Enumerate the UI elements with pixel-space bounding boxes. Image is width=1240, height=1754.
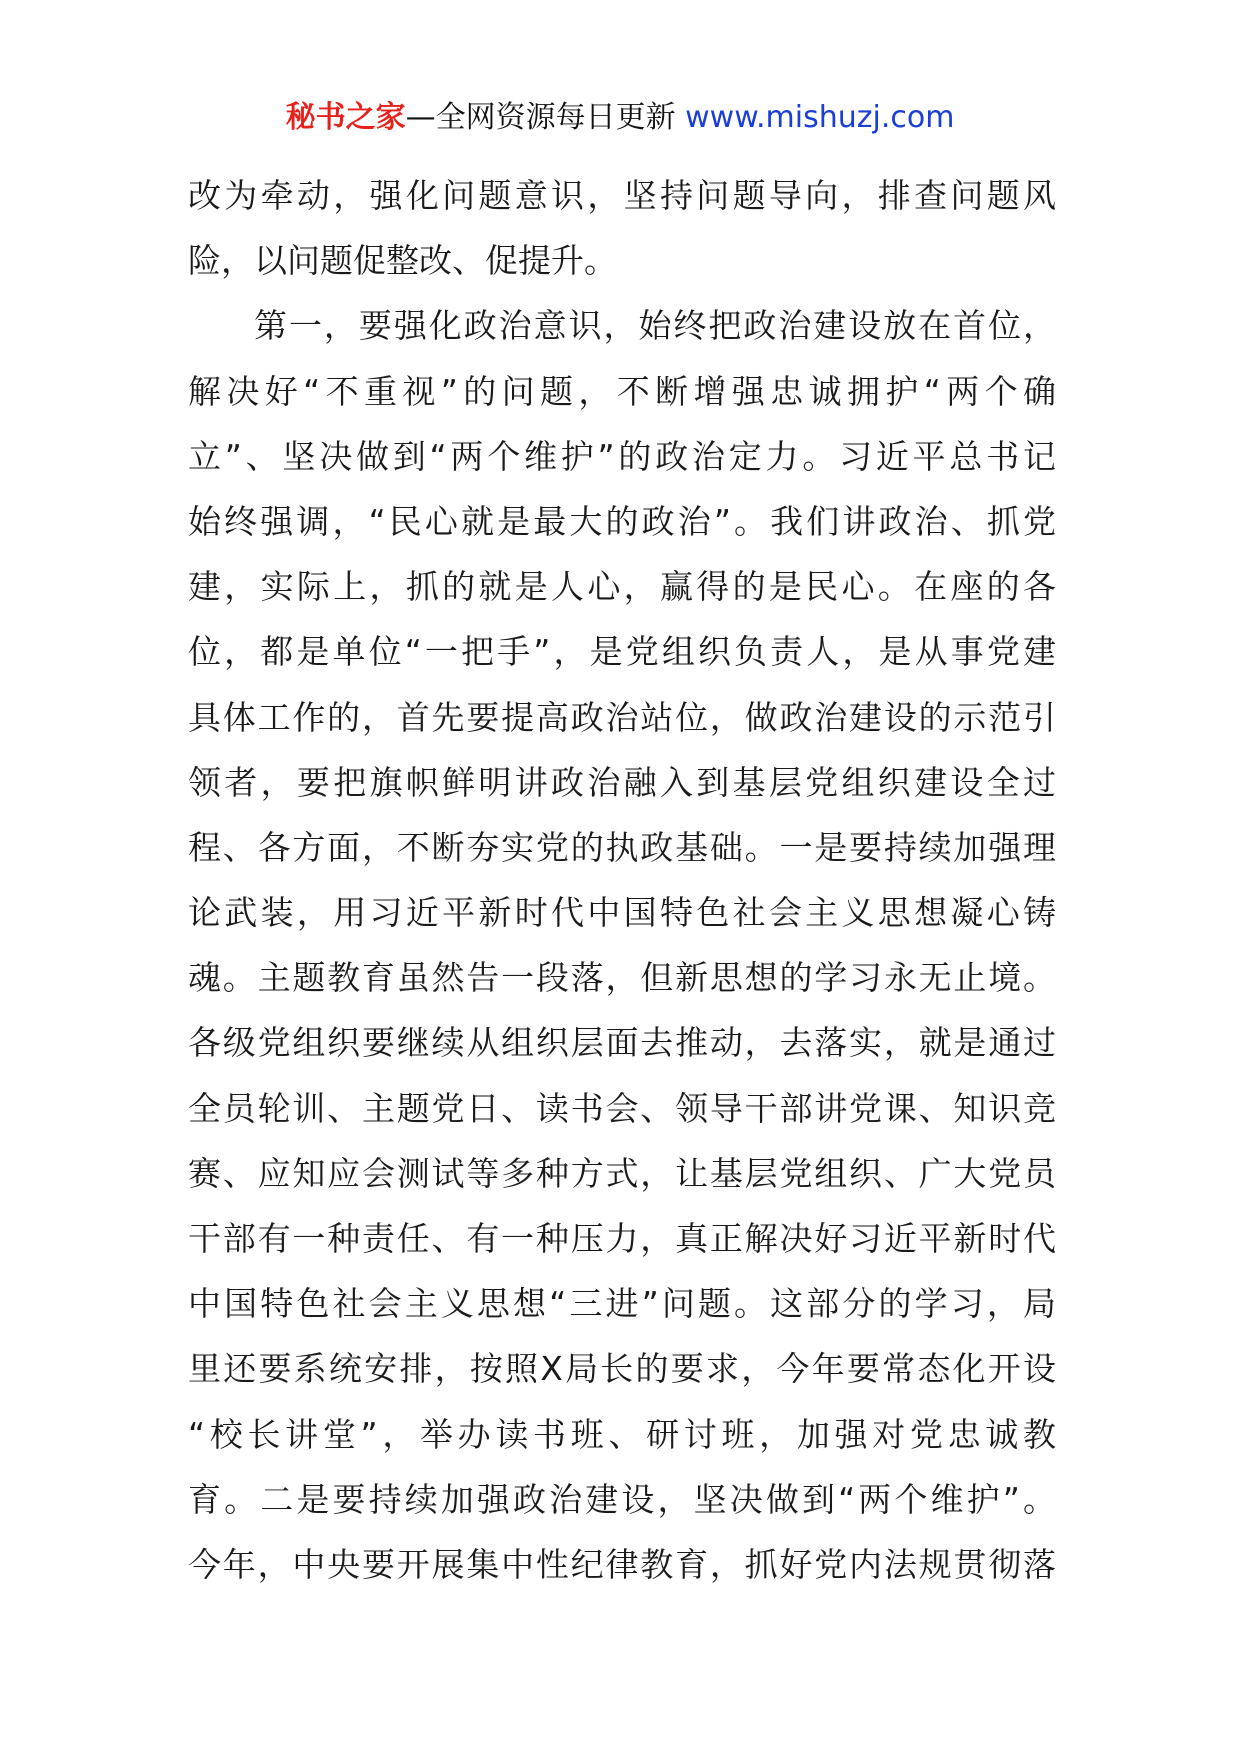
body-line: 位，都是单位“一把手”，是党组织负责人，是从事党建 [188,632,1056,672]
body-line: 中国特色社会主义思想“三进”问题。这部分的学习，局 [188,1284,1056,1324]
body-line: 第一，要强化政治意识，始终把政治建设放在首位， [254,306,1056,346]
body-line: 今年，中央要开展集中性纪律教育，抓好党内法规贯彻落 [188,1544,1056,1584]
body-line: 魂。主题教育虽然告一段落，但新思想的学习永无止境。 [188,958,1056,998]
body-line: 具体工作的，首先要提高政治站位，做政治建设的示范引 [188,697,1056,737]
body-line: 论武装，用习近平新时代中国特色社会主义思想凝心铸 [188,893,1056,933]
body-line: 赛、应知应会测试等多种方式，让基层党组织、广大党员 [188,1153,1056,1193]
body-line: 程、各方面，不断夯实党的执政基础。一是要持续加强理 [188,827,1056,867]
body-line: 建，实际上，抓的就是人心，赢得的是民心。在座的各 [188,567,1056,607]
site-url-link[interactable]: www.mishuzj.com [685,100,955,135]
body-line: 解决好“不重视”的问题，不断增强忠诚拥护“两个确 [188,371,1056,411]
body-line: 领者，要把旗帜鲜明讲政治融入到基层党组织建设全过 [188,762,1056,802]
body-line: 各级党组织要继续从组织层面去推动，去落实，就是通过 [188,1023,1056,1063]
document-body [188,163,1056,1597]
body-line: 始终强调，“民心就是最大的政治”。我们讲政治、抓党 [188,501,1056,541]
site-brand: 秘书之家 [285,100,406,135]
body-line: “校长讲堂”，举办读书班、研讨班，加强对党忠诚教 [188,1414,1056,1454]
body-line: 里还要系统安排，按照X局长的要求，今年要常态化开设 [188,1349,1056,1389]
body-line: 全员轮训、主题党日、读书会、领导干部讲党课、知识竞 [188,1088,1056,1128]
body-line: 育。二是要持续加强政治建设，坚决做到“两个维护”。 [188,1479,1056,1519]
body-line: 改为牵动，强化问题意识，坚持问题导向，排查问题风 [188,176,1056,215]
body-line: 险，以问题促整改、促提升。 [188,241,617,281]
body-line: 立”、坚决做到“两个维护”的政治定力。习近平总书记 [188,436,1056,476]
body-line: 干部有一种责任、有一种压力，真正解决好习近平新时代 [188,1219,1056,1258]
site-tagline: —全网资源每日更新 [405,100,686,135]
site-header [0,96,1240,140]
